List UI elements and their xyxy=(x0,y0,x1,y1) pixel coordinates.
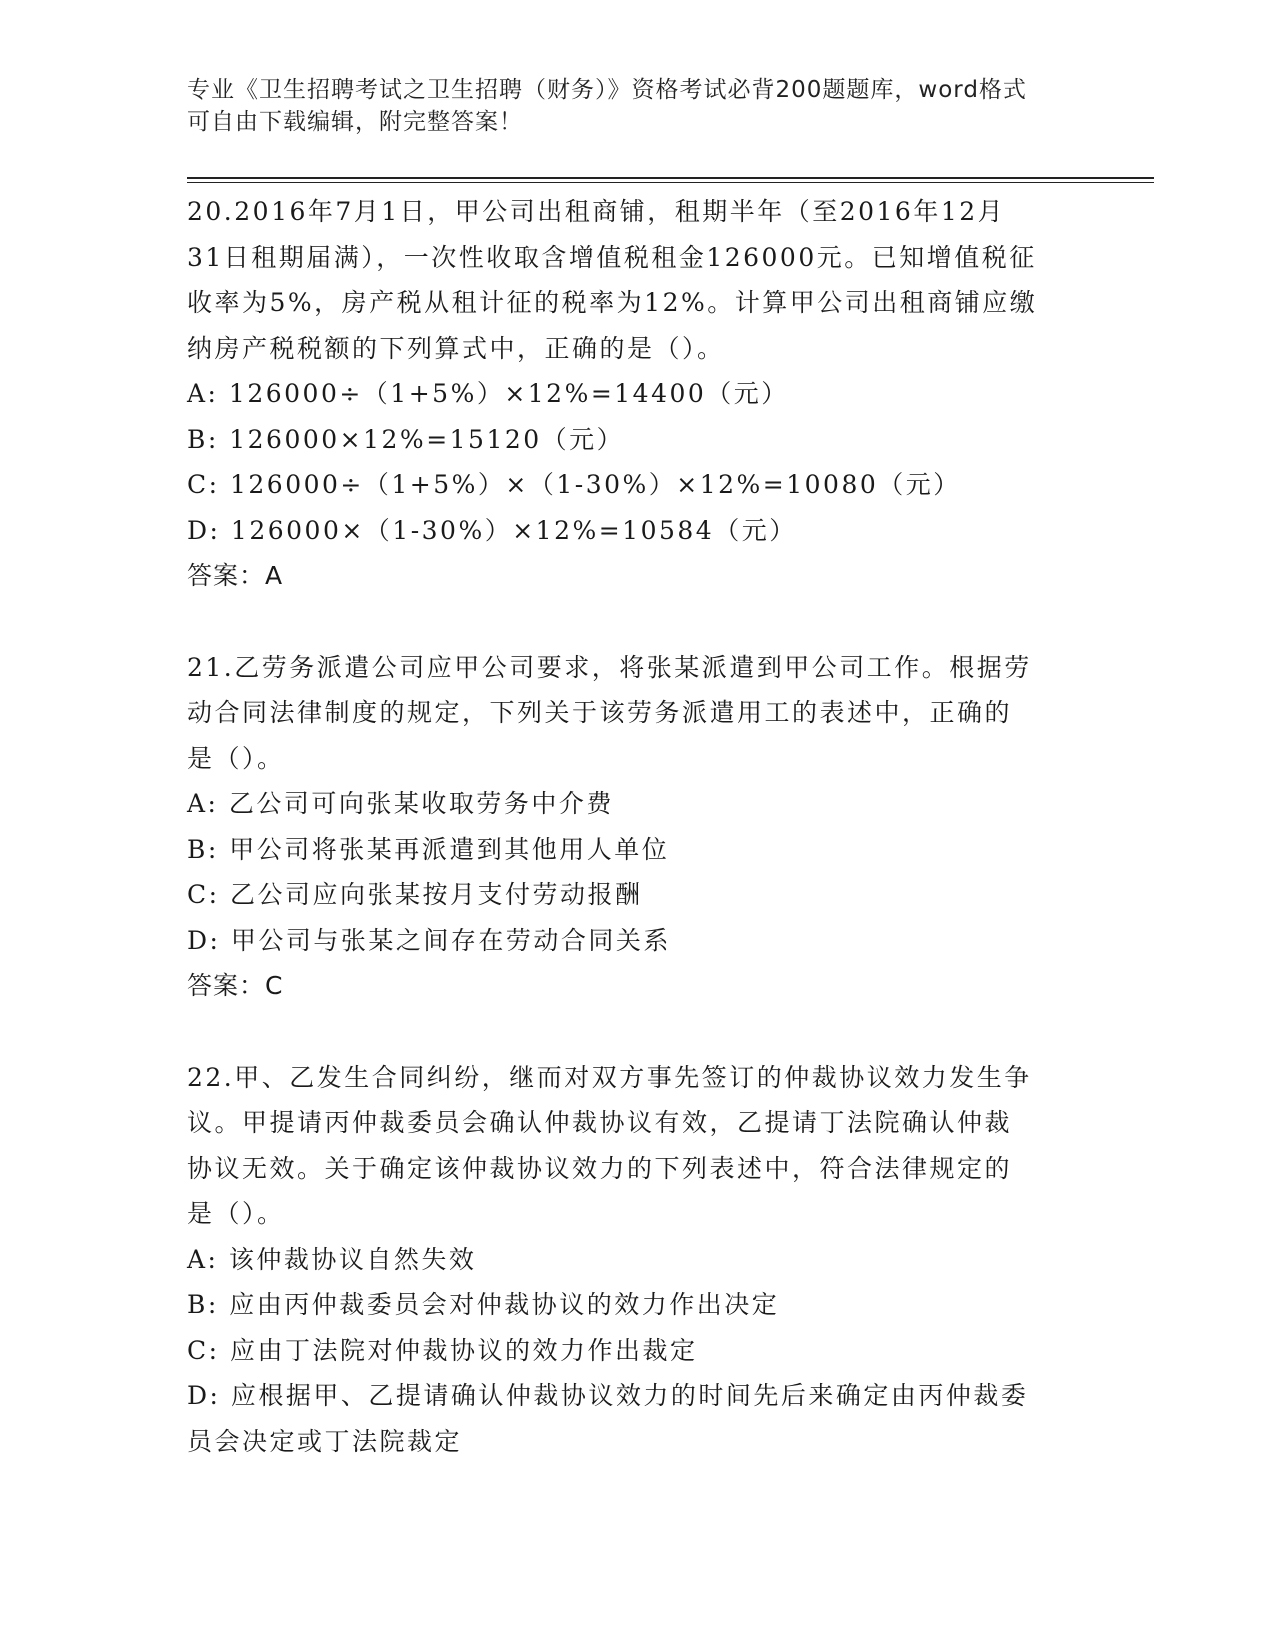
option-a: A: 乙公司可向张某收取劳务中介费 xyxy=(187,789,614,818)
question-stem-line: 22.甲、乙发生合同纠纷，继而对双方事先签订的仲裁协议效力发生争 xyxy=(187,1062,1032,1092)
question-stem-line: 是（）。 xyxy=(187,743,285,773)
question-stem-line: 收率为5%，房产税从租计征的税率为12%。计算甲公司出租商铺应缴 xyxy=(187,288,1038,317)
document-header xyxy=(187,74,1067,138)
question-21 xyxy=(187,645,1087,1009)
option-c: C: 乙公司应向张某按月支付劳动报酬 xyxy=(187,880,643,909)
header-rule-thick xyxy=(187,177,1154,179)
option-d: D: 应根据甲、乙提请确认仲裁协议效力的时间先后来确定由丙仲裁委 xyxy=(187,1381,1029,1410)
question-22 xyxy=(187,1055,1087,1465)
option-b: B: 应由丙仲裁委员会对仲裁协议的效力作出决定 xyxy=(187,1290,780,1319)
question-stem-line: 协议无效。关于确定该仲裁协议效力的下列表述中，符合法律规定的 xyxy=(187,1153,1013,1183)
question-stem-line: 纳房产税税额的下列算式中，正确的是（）。 xyxy=(187,333,725,363)
question-stem-line: 21.乙劳务派遣公司应甲公司要求，将张某派遣到甲公司工作。根据劳 xyxy=(187,652,1032,682)
answer-line: 答案：C xyxy=(187,971,284,1000)
question-stem-line: 议。甲提请丙仲裁委员会确认仲裁协议有效，乙提请丁法院确认仲裁 xyxy=(187,1108,1013,1137)
question-stem-line: 动合同法律制度的规定，下列关于该劳务派遣用工的表述中，正确的 xyxy=(187,698,1013,727)
question-stem-line: 是（）。 xyxy=(187,1199,285,1228)
answer-line: 答案：A xyxy=(187,561,284,590)
option-c: C: 126000÷（1+5%）×（1-30%）×12%=10080（元） xyxy=(187,470,961,499)
header-rule-thin xyxy=(187,182,1154,183)
question-stem-line: 20.2016年7月1日，甲公司出租商铺，租期半年（至2016年12月 xyxy=(187,197,1006,226)
option-d: D: 126000×（1-30%）×12%=10584（元） xyxy=(187,515,797,545)
option-a: A: 该仲裁协议自然失效 xyxy=(187,1244,477,1274)
header-line-1: 专业《卫生招聘考试之卫生招聘（财务）》资格考试必背200题题库，word格式 xyxy=(187,77,1027,103)
option-b: B: 甲公司将张某再派遣到其他用人单位 xyxy=(187,834,670,864)
option-d-continued: 员会决定或丁法院裁定 xyxy=(187,1426,463,1456)
question-stem-line: 31日租期届满），一次性收取含增值税租金126000元。已知增值税征 xyxy=(187,242,1037,272)
question-list xyxy=(187,189,1087,1510)
question-20 xyxy=(187,189,1087,599)
option-a: A: 126000÷（1+5%）×12%=14400（元） xyxy=(187,379,789,408)
header-line-2: 可自由下载编辑，附完整答案！ xyxy=(187,109,523,135)
option-d: D: 甲公司与张某之间存在劳动合同关系 xyxy=(187,925,671,955)
option-c: C: 应由丁法院对仲裁协议的效力作出裁定 xyxy=(187,1335,698,1365)
option-b: B: 126000×12%=15120（元） xyxy=(187,424,625,454)
